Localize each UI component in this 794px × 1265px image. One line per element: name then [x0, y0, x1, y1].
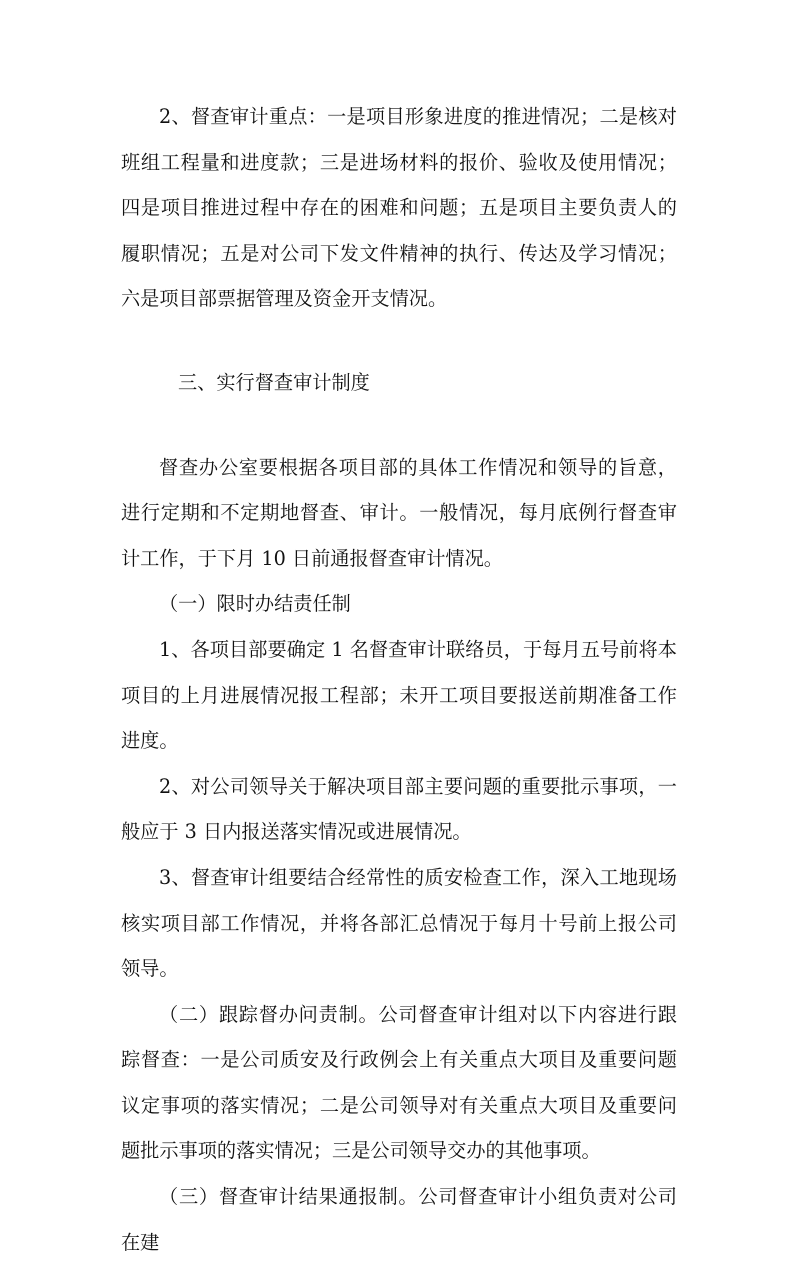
- paragraph-results-report: （三）督查审计结果通报制。公司督查审计小组负责对公司在建: [121, 1185, 677, 1254]
- paragraph-item-3: 3、督查审计组要结合经常性的质安检查工作，深入工地现场核实项目部工作情况，并将各部汇总情况于每月十号前上报公司领导。: [121, 865, 677, 981]
- document-page: [121, 94, 677, 1265]
- paragraph-audit-office: 督查办公室要根据各项目部的具体工作情况和领导的旨意，进行定期和不定期地督查、审计。一般情况，每月底例行督查审计工作，于下月 10 日前通报督查审计情况。: [121, 455, 677, 570]
- section-heading-audit-system: 三、实行督查审计制度: [178, 370, 370, 394]
- subheading-time-limit: （一）限时办结责任制: [159, 592, 351, 616]
- paragraph-item-1: 1、各项目部要确定 1 名督查审计联络员，于每月五号前将本项目的上月进展情况报工程部；未开工项目要报送前期准备工作进度。: [121, 637, 677, 753]
- paragraph-item-2: 2、对公司领导关于解决项目部主要问题的重要批示事项，一般应于 3 日内报送落实情况或进展情况。: [121, 774, 677, 844]
- paragraph-audit-focus: 2、督查审计重点：一是项目形象进度的推进情况；二是核对班组工程量和进度款；三是进场材料的报价、验收及使用情况；四是项目推进过程中存在的困难和问题；五是项目主要负责人的履职情况；五是对公司下发文件精神的执行、传达及学习情况；六是项目部票据管理及资金开支情况。: [121, 105, 677, 311]
- paragraph-tracking: （二）跟踪督办问责制。公司督查审计组对以下内容进行跟踪督查：一是公司质安及行政例会上有关重点大项目及重要问题议定事项的落实情况；二是公司领导对有关重点大项目及重要问题批示事项的落实情况；三是公司领导交办的其他事项。: [121, 1002, 677, 1163]
